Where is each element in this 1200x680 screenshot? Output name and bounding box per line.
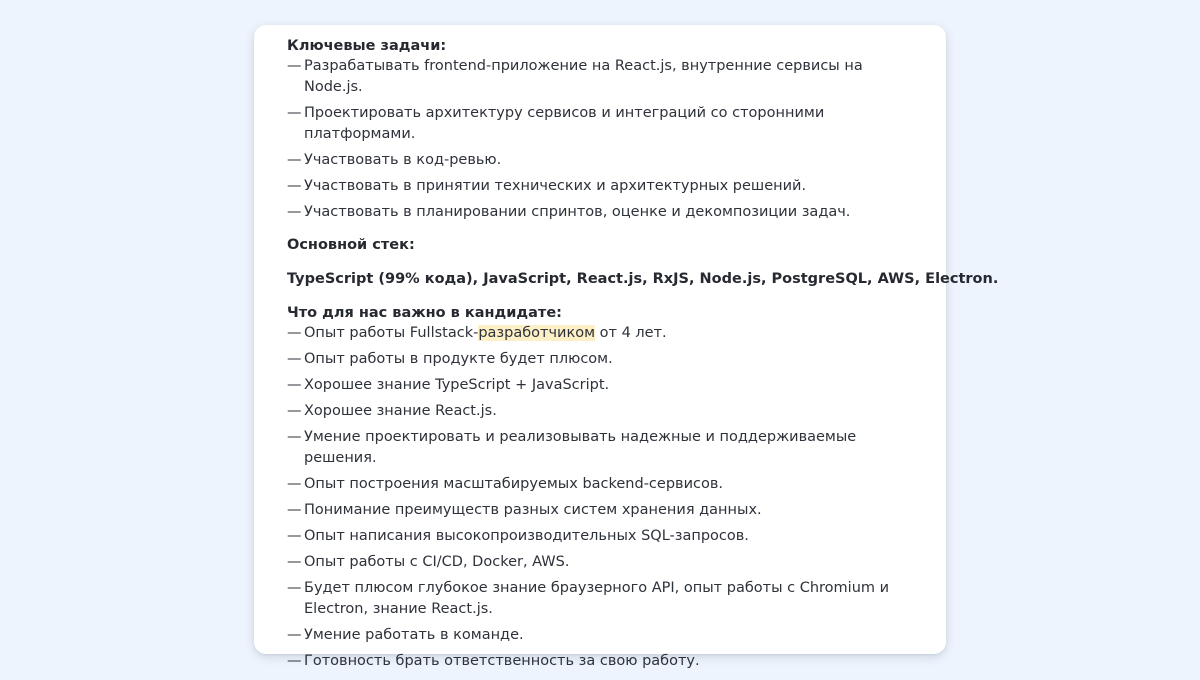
list-item xyxy=(287,427,920,469)
bullet-dash: — xyxy=(287,351,302,367)
list-item xyxy=(287,103,920,145)
bullet-dash: — xyxy=(287,429,302,445)
list-item xyxy=(287,150,920,171)
list-item xyxy=(287,323,920,344)
list-item xyxy=(287,552,920,573)
bullet-dash: — xyxy=(287,105,302,121)
bullet-dash: — xyxy=(287,152,302,168)
list-item-text-after: от 4 лет. xyxy=(595,325,667,341)
list-item-text: Хорошее знание React.js. xyxy=(304,403,497,419)
list-item-text: Участвовать в планировании спринтов, оценке и декомпозиции задач. xyxy=(304,204,851,220)
list-item xyxy=(287,526,920,547)
list-item-text: Опыт построения масштабируемых backend-сервисов. xyxy=(304,476,723,492)
list-item-text: Готовность брать ответственность за свою работу. xyxy=(304,653,700,669)
list-item-text: Умение проектировать и реализовывать надежные и поддерживаемые решения. xyxy=(304,429,857,466)
tasks-heading: Ключевые задачи: xyxy=(287,38,447,54)
list-item xyxy=(287,401,920,422)
list-item xyxy=(287,56,920,98)
bullet-dash: — xyxy=(287,58,302,74)
list-item xyxy=(287,625,920,646)
list-item-text: Опыт написания высокопроизводительных SQL-запросов. xyxy=(304,528,749,544)
bullet-dash: — xyxy=(287,325,302,341)
list-item xyxy=(287,202,920,223)
job-description-card xyxy=(254,25,999,669)
list-item xyxy=(287,349,920,370)
list-item-text: Умение работать в команде. xyxy=(304,627,524,643)
list-item-text: Проектировать архитектуру сервисов и интеграций со сторонними платформами. xyxy=(304,105,825,142)
list-item-text-before: Опыт работы Fullstack- xyxy=(304,325,479,341)
bullet-dash: — xyxy=(287,204,302,220)
list-item xyxy=(287,578,920,620)
list-item-text: Понимание преимуществ разных систем хранения данных. xyxy=(304,502,762,518)
stack-text: TypeScript (99% кода), JavaScript, React.js, RxJS, Node.js, PostgreSQL, AWS, Electron. xyxy=(287,271,999,287)
bullet-dash: — xyxy=(287,178,302,194)
bullet-dash: — xyxy=(287,554,302,570)
list-item-text: Опыт работы в продукте будет плюсом. xyxy=(304,351,613,367)
bullet-dash: — xyxy=(287,653,302,669)
list-item-text: Опыт работы с CI/CD, Docker, AWS. xyxy=(304,554,570,570)
tasks-list xyxy=(287,56,920,223)
list-item xyxy=(287,500,920,521)
list-item xyxy=(287,375,920,396)
bullet-dash: — xyxy=(287,528,302,544)
bullet-dash: — xyxy=(287,580,302,596)
bullet-dash: — xyxy=(287,627,302,643)
bullet-dash: — xyxy=(287,502,302,518)
list-item-text: Разрабатывать frontend-приложение на React.js, внутренние сервисы на Node.js. xyxy=(304,58,863,95)
list-item-text: Участвовать в принятии технических и архитектурных решений. xyxy=(304,178,807,194)
bullet-dash: — xyxy=(287,403,302,419)
candidate-heading: Что для нас важно в кандидате: xyxy=(287,305,562,321)
bullet-dash: — xyxy=(287,476,302,492)
requirements-list xyxy=(287,323,920,672)
list-item-text: Хорошее знание TypeScript + JavaScript. xyxy=(304,377,610,393)
list-item xyxy=(287,651,920,672)
stack-heading: Основной стек: xyxy=(287,237,415,253)
list-item-text: Будет плюсом глубокое знание браузерного API, опыт работы с Chromium и Electron, знание React.js. xyxy=(304,580,890,617)
list-item-text: Участвовать в код-ревью. xyxy=(304,152,502,168)
list-item xyxy=(287,474,920,495)
bullet-dash: — xyxy=(287,377,302,393)
list-item xyxy=(287,176,920,197)
highlighted-word: разработчиком xyxy=(478,325,596,341)
